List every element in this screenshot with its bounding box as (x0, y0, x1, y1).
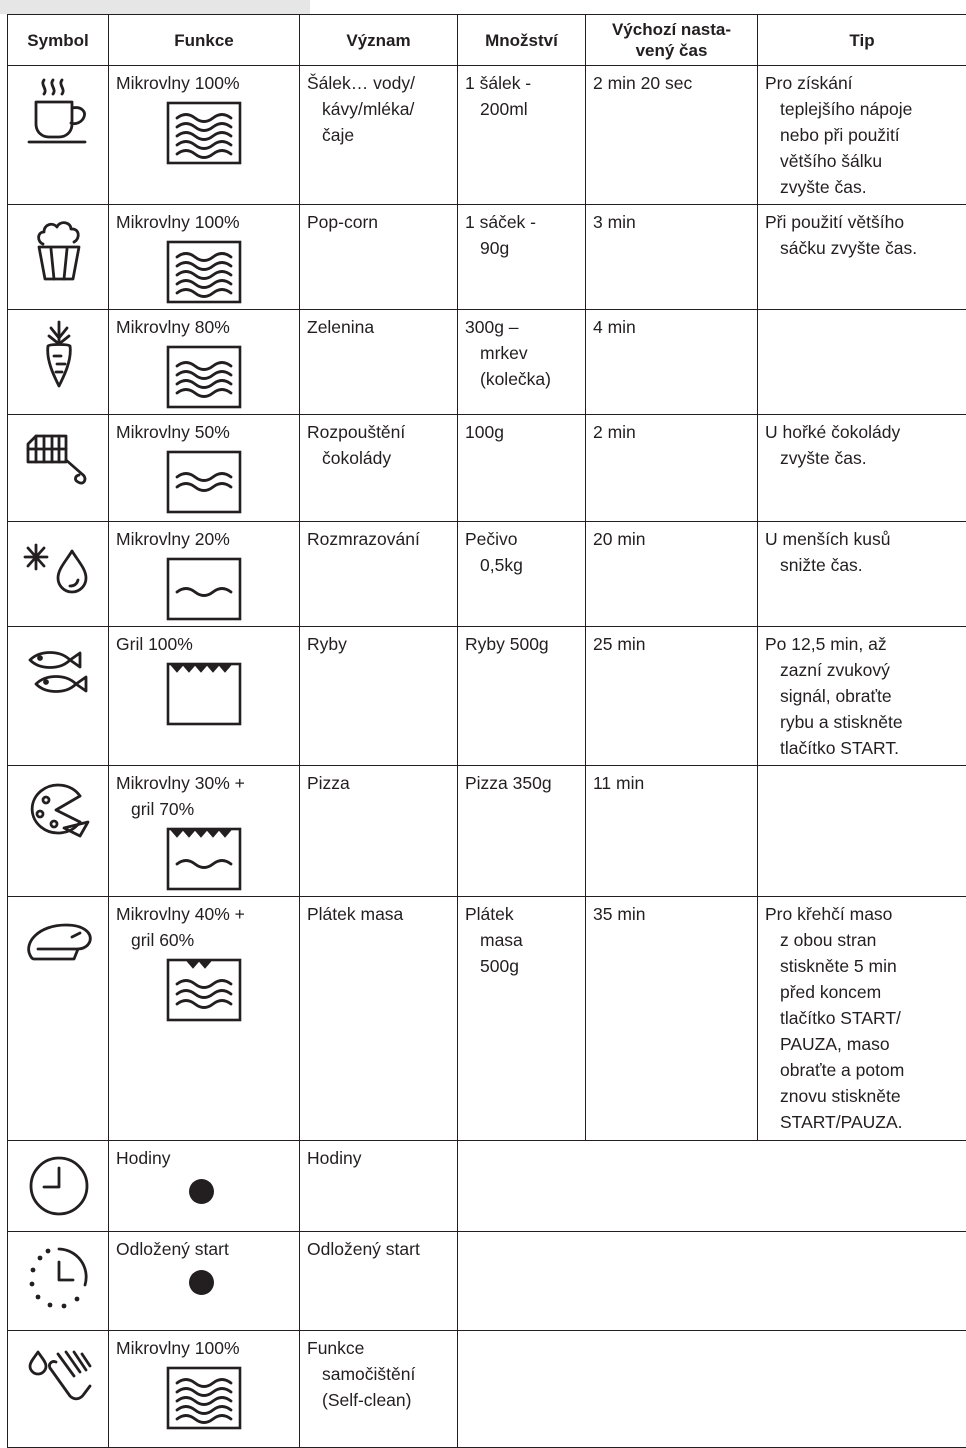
mnozstvi-cell (458, 766, 586, 897)
funkce-label: Mikrovlny 100% (116, 209, 294, 235)
carrot-icon (15, 314, 103, 396)
cas-text: 20 min (593, 526, 752, 552)
funkce-cell (109, 1232, 300, 1331)
microwave-20-icon (116, 556, 294, 622)
microwave-80-icon (116, 344, 294, 410)
coffee-cup-icon (15, 70, 103, 152)
table-row (8, 766, 966, 897)
self-clean-icon (15, 1335, 103, 1417)
header-mnozstvi: Množství (458, 15, 586, 66)
tip-cell (758, 205, 966, 310)
cas-text: 4 min (593, 314, 752, 340)
cas-text: 25 min (593, 631, 752, 657)
vyznam-cell (300, 1141, 458, 1232)
mnozstvi-text: 100g (465, 419, 580, 445)
vyznam-cell (300, 766, 458, 897)
table-row (8, 522, 966, 627)
funkce-cell (109, 522, 300, 627)
funkce-label: Odložený start (116, 1236, 294, 1262)
microwave-50-icon (116, 449, 294, 515)
mnozstvi-text: 1 šálek - 200ml (465, 70, 580, 122)
cas-text: 2 min (593, 419, 752, 445)
table-header-row (8, 15, 966, 66)
vyznam-text: Hodiny (307, 1145, 452, 1171)
meat-slice-icon (15, 901, 103, 983)
microwave-100-icon (116, 239, 294, 305)
funkce-label: Mikrovlny 100% (116, 70, 294, 96)
vyznam-text: Pop-corn (307, 209, 452, 235)
vyznam-cell (300, 627, 458, 766)
cas-text: 11 min (593, 770, 752, 796)
funkce-label: Hodiny (116, 1145, 294, 1171)
funkce-cell (109, 1331, 300, 1448)
table-row (8, 310, 966, 415)
symbol-cell (8, 1232, 109, 1331)
fish-icon (15, 631, 103, 713)
funkce-cell (109, 627, 300, 766)
cas-cell (586, 415, 758, 522)
defrost-icon (15, 526, 103, 608)
symbol-cell (8, 897, 109, 1141)
funkce-cell (109, 415, 300, 522)
cas-cell (586, 897, 758, 1141)
mnozstvi-cell (458, 897, 586, 1141)
tip-cell (758, 415, 966, 522)
chocolate-icon (15, 419, 103, 501)
symbol-cell (8, 522, 109, 627)
table-row (8, 897, 966, 1141)
header-symbol: Symbol (8, 15, 109, 66)
cas-text: 3 min (593, 209, 752, 235)
vyznam-text: Rozmrazování (307, 526, 452, 552)
vyznam-text: Plátek masa (307, 901, 452, 927)
microwave-100-icon (116, 1365, 294, 1431)
tip-text: Při použití většího sáčku zvyšte čas. (765, 209, 961, 261)
vyznam-cell (300, 1232, 458, 1331)
mnozstvi-text: Plátek masa 500g (465, 901, 580, 979)
funkce-label: Gril 100% (116, 631, 294, 657)
tip-text: Po 12,5 min, až zazní zvukový signál, obraťte rybu a stiskněte tlačítko START. (765, 631, 961, 761)
symbol-cell (8, 415, 109, 522)
vyznam-text: Pizza (307, 770, 452, 796)
funkce-cell (109, 1141, 300, 1232)
mnozstvi-cell (458, 66, 586, 205)
funkce-label: Mikrovlny 30% + gril 70% (116, 770, 294, 822)
funkce-cell (109, 897, 300, 1141)
table-row (8, 205, 966, 310)
cas-cell (586, 205, 758, 310)
vyznam-text: Zelenina (307, 314, 452, 340)
tip-cell (758, 66, 966, 205)
dot-icon (189, 1270, 214, 1295)
combi-40-icon (116, 957, 294, 1023)
funkce-label: Mikrovlny 50% (116, 419, 294, 445)
mnozstvi-text: 300g – mrkev (kolečka) (465, 314, 580, 392)
tip-cell (758, 310, 966, 415)
tip-text: U hořké čokolády zvyšte čas. (765, 419, 961, 471)
funkce-cell (109, 205, 300, 310)
symbol-cell (8, 627, 109, 766)
tip-text: Pro získání teplejšího nápoje nebo při použití většího šálku zvyšte čas. (765, 70, 961, 200)
vyznam-text: Funkce samočištění (Self-clean) (307, 1335, 452, 1413)
symbol-cell (8, 1141, 109, 1232)
table-row (8, 415, 966, 522)
symbol-cell (8, 66, 109, 205)
vyznam-cell (300, 522, 458, 627)
mnozstvi-text: Pizza 350g (465, 770, 580, 796)
popcorn-icon (15, 209, 103, 291)
cas-cell (586, 66, 758, 205)
funkce-cell (109, 310, 300, 415)
header-funkce: Funkce (109, 15, 300, 66)
vyznam-text: Rozpouštění čokolády (307, 419, 452, 471)
vyznam-cell (300, 66, 458, 205)
vyznam-text: Šálek… vody/ kávy/mléka/ čaje (307, 70, 452, 148)
tip-text: U menších kusů snižte čas. (765, 526, 961, 578)
mnozstvi-cell (458, 627, 586, 766)
tip-cell (758, 766, 966, 897)
microwave-100-icon (116, 100, 294, 166)
symbol-cell (8, 1331, 109, 1448)
cas-cell (586, 627, 758, 766)
symbol-cell (8, 766, 109, 897)
empty-merged-cell (458, 1331, 966, 1448)
tip-cell (758, 627, 966, 766)
cas-text: 35 min (593, 901, 752, 927)
tip-cell (758, 897, 966, 1141)
funkce-label: Mikrovlny 40% + gril 60% (116, 901, 294, 953)
vyznam-cell (300, 310, 458, 415)
funkce-label: Mikrovlny 20% (116, 526, 294, 552)
page-tab-marker (0, 0, 310, 14)
empty-merged-cell (458, 1232, 966, 1331)
mnozstvi-text: Pečivo 0,5kg (465, 526, 580, 578)
header-vyznam: Význam (300, 15, 458, 66)
mnozstvi-text: Ryby 500g (465, 631, 580, 657)
header-cas: Výchozí nasta- vený čas (586, 15, 758, 66)
vyznam-cell (300, 897, 458, 1141)
funkce-cell (109, 66, 300, 205)
clock-icon (15, 1145, 103, 1227)
vyznam-cell (300, 415, 458, 522)
mnozstvi-text: 1 sáček - 90g (465, 209, 580, 261)
vyznam-text: Ryby (307, 631, 452, 657)
delayed-start-icon (15, 1236, 103, 1318)
tip-text: Pro křehčí maso z obou stran stiskněte 5 min před koncem tlačítko START/ PAUZA, maso obraťte a potom znovu stiskněte START/PAUZA. (765, 901, 961, 1135)
table-row (8, 1232, 966, 1331)
table-row (8, 627, 966, 766)
mnozstvi-cell (458, 205, 586, 310)
cas-cell (586, 522, 758, 627)
program-table (7, 14, 966, 1448)
funkce-label: Mikrovlny 100% (116, 1335, 294, 1361)
pizza-icon (15, 770, 103, 852)
cas-cell (586, 310, 758, 415)
grill-100-icon (116, 661, 294, 727)
table-row (8, 66, 966, 205)
table-row (8, 1141, 966, 1232)
vyznam-cell (300, 1331, 458, 1448)
mnozstvi-cell (458, 310, 586, 415)
cas-text: 2 min 20 sec (593, 70, 752, 96)
empty-merged-cell (458, 1141, 966, 1232)
combi-grill-icon (116, 826, 294, 892)
table-row (8, 1331, 966, 1448)
symbol-cell (8, 205, 109, 310)
funkce-label: Mikrovlny 80% (116, 314, 294, 340)
tip-cell (758, 522, 966, 627)
mnozstvi-cell (458, 522, 586, 627)
header-tip: Tip (758, 15, 966, 66)
symbol-cell (8, 310, 109, 415)
dot-icon (189, 1179, 214, 1204)
vyznam-text: Odložený start (307, 1236, 452, 1262)
vyznam-cell (300, 205, 458, 310)
cas-cell (586, 766, 758, 897)
funkce-cell (109, 766, 300, 897)
mnozstvi-cell (458, 415, 586, 522)
